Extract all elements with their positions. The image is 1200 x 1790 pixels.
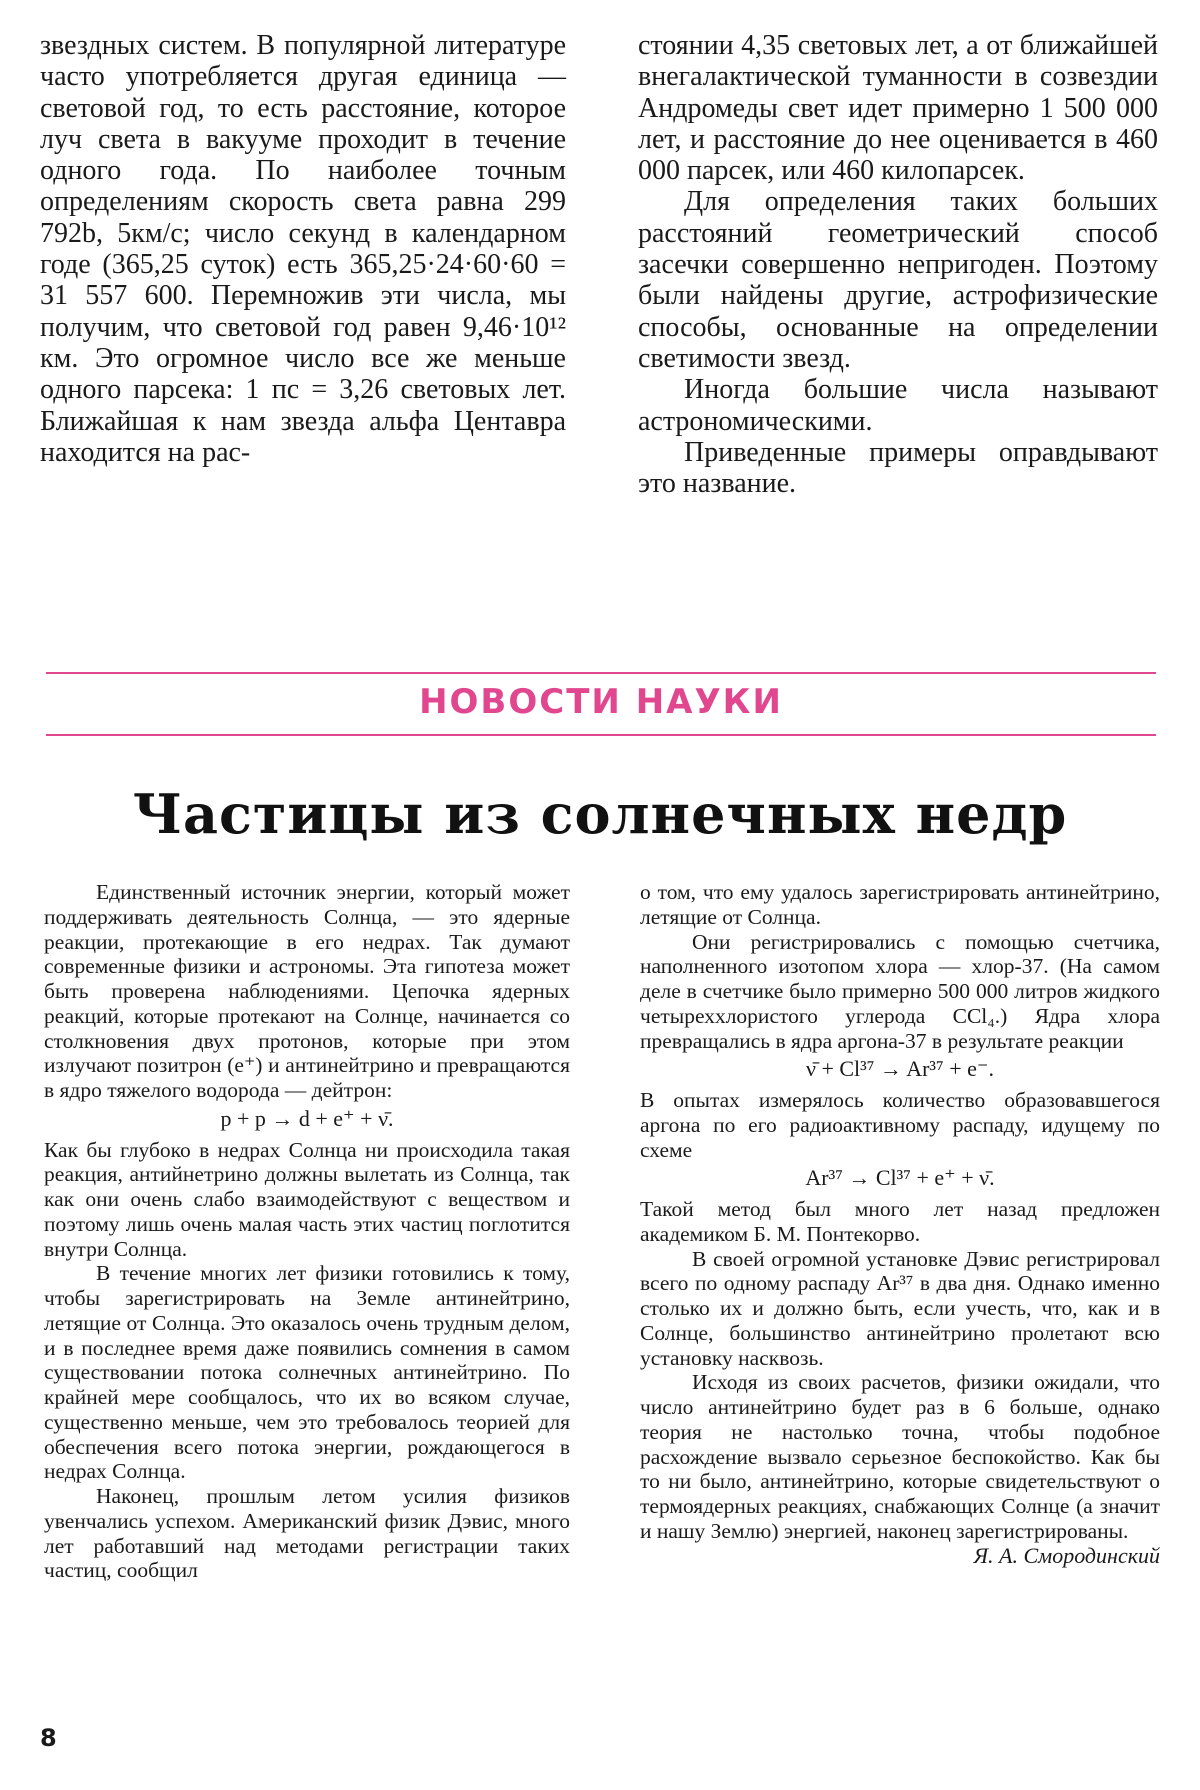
article-paragraph: Они регистрировались с помощью счетчика, наполненного изотопом хлора — хлор-37. (На самом деле в счетчике было примерно 500 000 литров жидкого четыреххлористого углерода CCl₄.) Ядра хлора превращались в ядра аргона-37 в результате реакции	[640, 929, 1160, 1053]
formula-chlorine-capture: ν̄ + Cl³⁷ → Ar³⁷ + e⁻.	[806, 1056, 994, 1082]
top-right-paragraph-1: стоянии 4,35 световых лет, а от ближайшей внегалактической туманности в созвездии Андромеды свет идет примерно 1 500 000 лет, и расстояние до нее оценивается в 460 000 парсек, или 460 килопарсек.	[638, 30, 1158, 187]
top-right-paragraph-4: Приведенные примеры оправдывают это название.	[638, 436, 1158, 500]
article-paragraph: В течение многих лет физики готовились к тому, чтобы зарегистрировать на Земле антинейтрино, летящие от Солнца. Это оказалось очень трудным делом, и в последнее время даже появились сомнения в самом существовании потока солнечных антинейтрино. По крайней мере сообщалось, что их во всяком случае, существенно меньше, чем это требовалось теорией для обеспечения всего потока энергии, рождающегося в недрах Солнца.	[44, 1261, 570, 1484]
article-paragraph: Исходя из своих расчетов, физики ожидали, что число антинейтрино будет раз в 6 больше, однако теория не настолько точна, чтобы подобное расхождение вызвало серьезное беспокойство. Как бы то ни было, антинейтрино, которые свидетельствуют о термоядерных реакциях, снабжающих Солнце (а значит и нашу Землю) энергией, наконец зарегистрированы.	[640, 1370, 1160, 1543]
top-right-column	[638, 30, 1158, 499]
top-left-column	[40, 30, 566, 468]
article-paragraph: Такой метод был много лет назад предложен академиком Б. М. Понтекорво.	[640, 1197, 1160, 1246]
section-header: НОВОСТИ НАУКИ	[419, 682, 783, 722]
formula-argon-decay: Ar³⁷ → Cl³⁷ + e⁺ + ν̄.	[805, 1165, 995, 1191]
article-paragraph: Как бы глубоко в недрах Солнца ни происходила такая реакция, антийнетрино должны вылетать из Солнца, так как они очень слабо взаимодействуют с веществом и поэтому лишь очень малая часть этих частиц поглотится внутри Солнца.	[44, 1137, 570, 1261]
top-right-paragraph-2: Для определения таких больших расстояний геометрический способ засечки совершенно непригоден. Поэтому были найдены другие, астрофизические способы, основанные на определении светимости звезд.	[638, 186, 1158, 374]
article-paragraph: о том, что ему удалось зарегистрировать антинейтрино, летящие от Солнца.	[640, 880, 1160, 929]
top-right-paragraph-3: Иногда большие числа называют астрономическими.	[638, 374, 1158, 437]
formula-proton-fusion: p + p → d + e⁺ + ν̄.	[220, 1105, 394, 1131]
article-paragraph: Наконец, прошлым летом усилия физиков увенчались успехом. Американский физик Дэвис, много лет работавший над методами регистрации таких частиц, сообщил	[44, 1484, 570, 1583]
article-paragraph: В опытах измерялось количество образовавшегося аргона по его радиоактивному распаду, идущему по схеме	[640, 1088, 1160, 1162]
author-signature: Я. А. Смородинский	[973, 1542, 1160, 1568]
article-paragraph: В своей огромной установке Дэвис регистрировал всего по одному распаду Ar³⁷ в два дня. Однако именно столько их и должно быть, если учесть, что, как и в Солнце, большинство антинейтрино пролетают всю установку насквозь.	[640, 1246, 1160, 1370]
section-rule-bottom	[46, 734, 1156, 736]
page-number: 8	[40, 1724, 57, 1752]
top-left-paragraph: звездных систем. В популярной литературе часто употребляется другая единица — световой год, то есть расстояние, которое луч света в вакууме проходит в течение одного года. По наиболее точным определениям скорость света равна 299 792b, 5км/с; число секунд в календарном годе (365,25 суток) есть 365,25·24·60·60 = 31 557 600. Перемножив эти числа, мы получим, что световой год равен 9,46·10¹² км. Это огромное число все же меньше одного парсека: 1 пс = 3,26 световых лет. Ближайшая к нам звезда альфа Центавра находится на рас-	[40, 30, 566, 468]
article-right-column	[640, 880, 1160, 1568]
article-paragraph: Единственный источник энергии, который может поддерживать деятельность Солнца, — это ядерные реакции, протекающие в его недрах. Так думают современные физики и астрономы. Эта гипотеза может быть проверена наблюдениями. Цепочка ядерных реакций, которые протекают на Солнце, начинается со столкновения двух протонов, которые при этом излучают позитрон (e⁺) и антинейтрино и превращаются в ядро тяжелого водорода — дейтрон:	[44, 880, 570, 1102]
article-title: Частицы из солнечных недр	[132, 782, 1068, 846]
article-left-column	[44, 880, 570, 1583]
section-rule-top	[46, 672, 1156, 674]
